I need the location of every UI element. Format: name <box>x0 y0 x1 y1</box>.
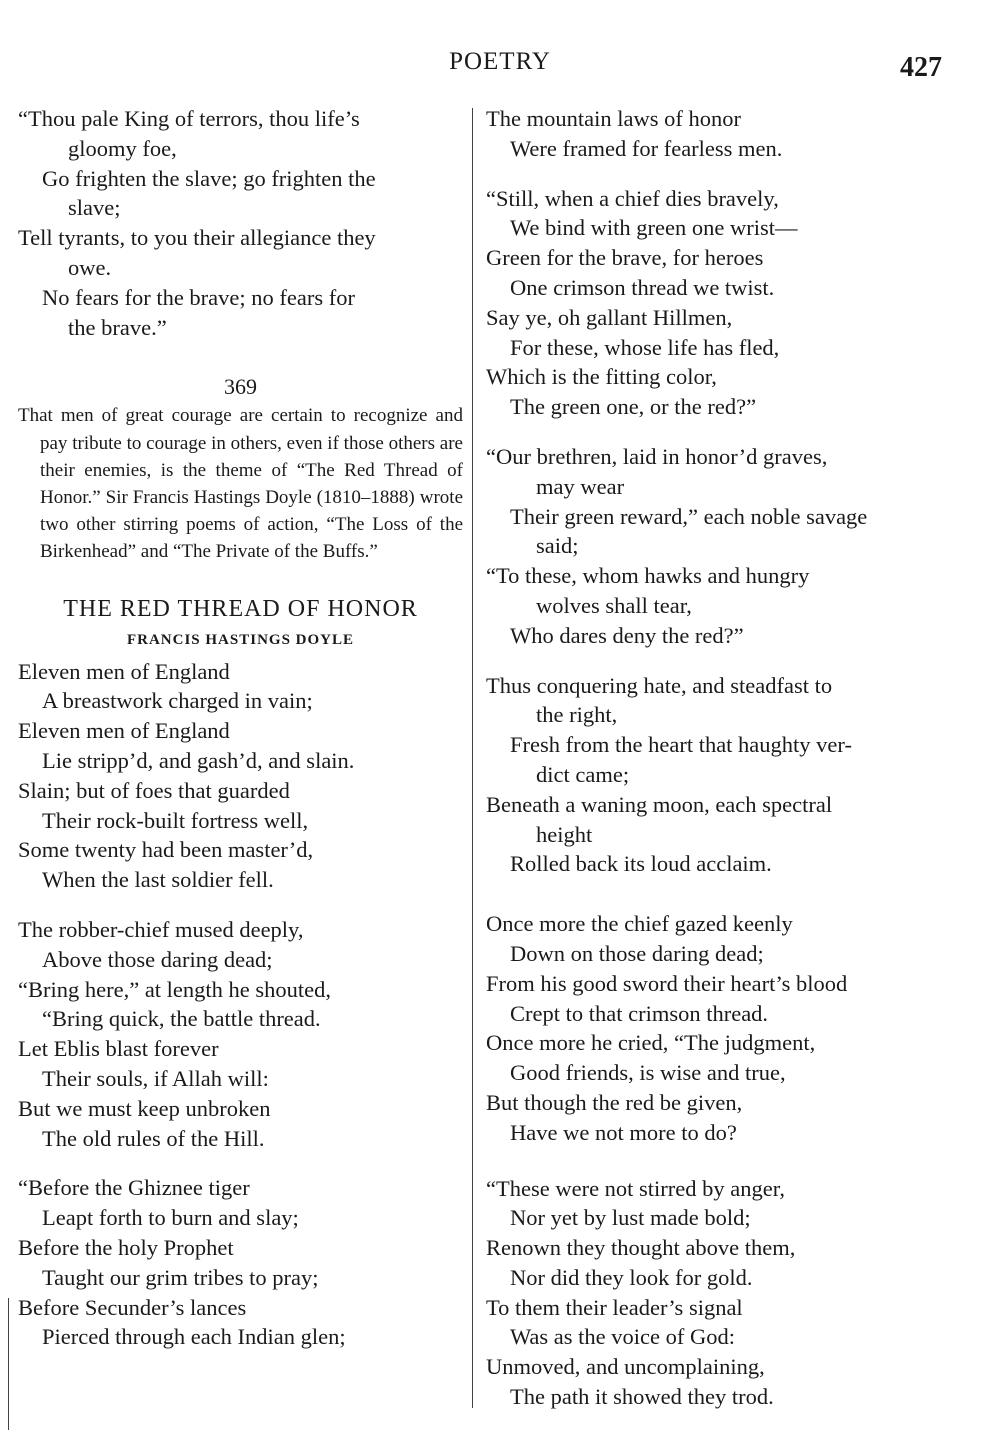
verse-line: Eleven men of England <box>18 658 230 684</box>
stanza <box>18 1173 463 1352</box>
verse-line: “These were not stirred by anger, <box>486 1175 785 1201</box>
verse-line: said; <box>536 533 579 559</box>
stanza-gap <box>486 164 941 184</box>
verse-line: One crimson thread we twist. <box>510 274 775 300</box>
verse-line: Tell tyrants, to you their allegiance they <box>18 225 376 251</box>
verse-line: Green for the brave, for heroes <box>486 245 764 271</box>
stanza-gap <box>486 651 941 671</box>
verse-line: But though the red be given, <box>486 1089 743 1115</box>
verse-line: Let Eblis blast forever <box>18 1036 219 1062</box>
poem-title: THE RED THREAD OF HONOR <box>63 595 418 622</box>
verse-line: Once more the chief gazed keenly <box>486 911 793 937</box>
verse-line: gloomy foe, <box>68 135 177 161</box>
verse-line: Eleven men of England <box>18 718 230 744</box>
verse-line: “Thou pale King of terrors, thou life’s <box>18 106 360 131</box>
verse-line: Down on those daring dead; <box>510 940 764 966</box>
poem-author: FRANCIS HASTINGS DOYLE <box>126 631 355 648</box>
verse-line: Lie stripp’d, and gash’d, and slain. <box>42 747 355 773</box>
stanza-gap <box>486 1148 941 1174</box>
verse-line: Pierced through each Indian glen; <box>42 1324 346 1350</box>
stanza-gap <box>486 422 941 442</box>
verse-line: Which is the fitting color, <box>486 364 717 390</box>
verse-line: Their souls, if Allah will: <box>42 1065 269 1091</box>
verse-line: Slain; but of foes that guarded <box>18 777 290 803</box>
verse-line: Who dares deny the red?” <box>510 622 744 648</box>
verse-line: Renown they thought above them, <box>486 1235 796 1261</box>
stanza <box>486 442 941 651</box>
verse-line: Go frighten the slave; go frighten the <box>42 165 376 191</box>
stanza <box>18 915 463 1153</box>
verse-line: Before Secunder’s lances <box>18 1294 247 1320</box>
verse-line: Some twenty had been master’d, <box>18 837 314 863</box>
verse-line: Beneath a waning moon, each spectral <box>486 791 833 817</box>
verse-line: The robber-chief mused deeply, <box>18 916 304 942</box>
verse-line: But we must keep unbroken <box>18 1095 271 1121</box>
verse-line: height <box>536 821 593 847</box>
stanza <box>486 184 941 422</box>
verse-line: Nor did they look for gold. <box>510 1264 753 1290</box>
verse-line: Crept to that crimson thread. <box>510 1000 769 1026</box>
stanza <box>486 671 941 880</box>
verse-line: wolves shall tear, <box>536 592 692 618</box>
verse-line: Leapt forth to burn and slay; <box>42 1205 299 1231</box>
running-head: POETRY <box>449 48 551 75</box>
verse-line: Was as the voice of God: <box>510 1324 735 1350</box>
verse-line: the brave.” <box>68 314 167 340</box>
verse-line: Unmoved, and uncomplaining, <box>486 1354 765 1380</box>
column-divider <box>472 108 473 1408</box>
verse-line: Nor yet by lust made bold; <box>510 1205 751 1231</box>
verse-line: Before the holy Prophet <box>18 1234 234 1260</box>
verse-line: Fresh from the heart that haughty ver- <box>510 732 852 758</box>
verse-line: The green one, or the red?” <box>510 394 757 420</box>
verse-line: “Still, when a chief dies bravely, <box>486 185 779 211</box>
verse-line: When the last soldier fell. <box>42 867 274 893</box>
verse-line: may wear <box>536 473 625 499</box>
verse-line: The path it showed they trod. <box>510 1384 774 1410</box>
verse-line: Above those daring dead; <box>42 946 273 972</box>
verse-line: Their rock-built fortress well, <box>42 807 309 833</box>
verse-line: We bind with green one wrist— <box>510 215 798 241</box>
editor-note: That men of great courage are certain to recognize and pay tribute to courage in others, even if those others are their enemies, is the theme of “The Red Thread of Honor.” Sir Francis Hastings Doyle (1810–1888) wrote two other stirring poems of action, “The Loss of the Birkenhead” and “The Private of the Buffs.” <box>18 405 463 563</box>
verse-line: Were framed for fearless men. <box>510 135 783 161</box>
margin-rule <box>8 1298 9 1430</box>
left-column <box>18 104 463 1352</box>
verse-line: “Our brethren, laid in honor’d graves, <box>486 443 828 469</box>
verse-line: The old rules of the Hill. <box>42 1125 265 1151</box>
verse-line: Say ye, oh gallant Hillmen, <box>486 304 733 330</box>
entry-number: 369 <box>224 374 257 400</box>
verse-line: No fears for the brave; no fears for <box>42 284 355 310</box>
verse-line: owe. <box>68 254 112 280</box>
verse-line: “Bring quick, the battle thread. <box>42 1006 321 1032</box>
stanza <box>486 909 941 1147</box>
verse-line: For these, whose life has fled, <box>510 334 780 360</box>
verse-line: Good friends, is wise and true, <box>510 1060 786 1086</box>
verse-line: “To these, whom hawks and hungry <box>486 563 810 589</box>
stanza <box>486 1174 941 1412</box>
verse-line: Taught our grim tribes to pray; <box>42 1264 319 1290</box>
stanza-gap <box>18 895 463 915</box>
verse-line: Their green reward,” each noble savage <box>510 503 868 529</box>
verse-line: Once more he cried, “The judgment, <box>486 1030 816 1056</box>
verse-line: A breastwork charged in vain; <box>42 688 313 714</box>
verse-line: the right, <box>536 702 618 728</box>
page-number: 427 <box>900 52 942 83</box>
verse-line: slave; <box>68 195 121 221</box>
stanza-gap <box>486 879 941 909</box>
stanza <box>486 104 941 164</box>
opening-stanza <box>18 104 463 342</box>
verse-line: From his good sword their heart’s blood <box>486 970 848 996</box>
verse-line: Rolled back its loud acclaim. <box>510 851 772 877</box>
verse-line: dict came; <box>536 761 630 787</box>
stanza-gap <box>18 1153 463 1173</box>
verse-line: The mountain laws of honor <box>486 106 741 131</box>
verse-line: “Bring here,” at length he shouted, <box>18 976 332 1002</box>
verse-line: Have we not more to do? <box>510 1119 737 1145</box>
verse-line: “Before the Ghiznee tiger <box>18 1175 250 1201</box>
right-column <box>486 104 941 1412</box>
verse-line: Thus conquering hate, and steadfast to <box>486 672 833 698</box>
verse-line: To them their leader’s signal <box>486 1294 743 1320</box>
stanza <box>18 657 463 895</box>
